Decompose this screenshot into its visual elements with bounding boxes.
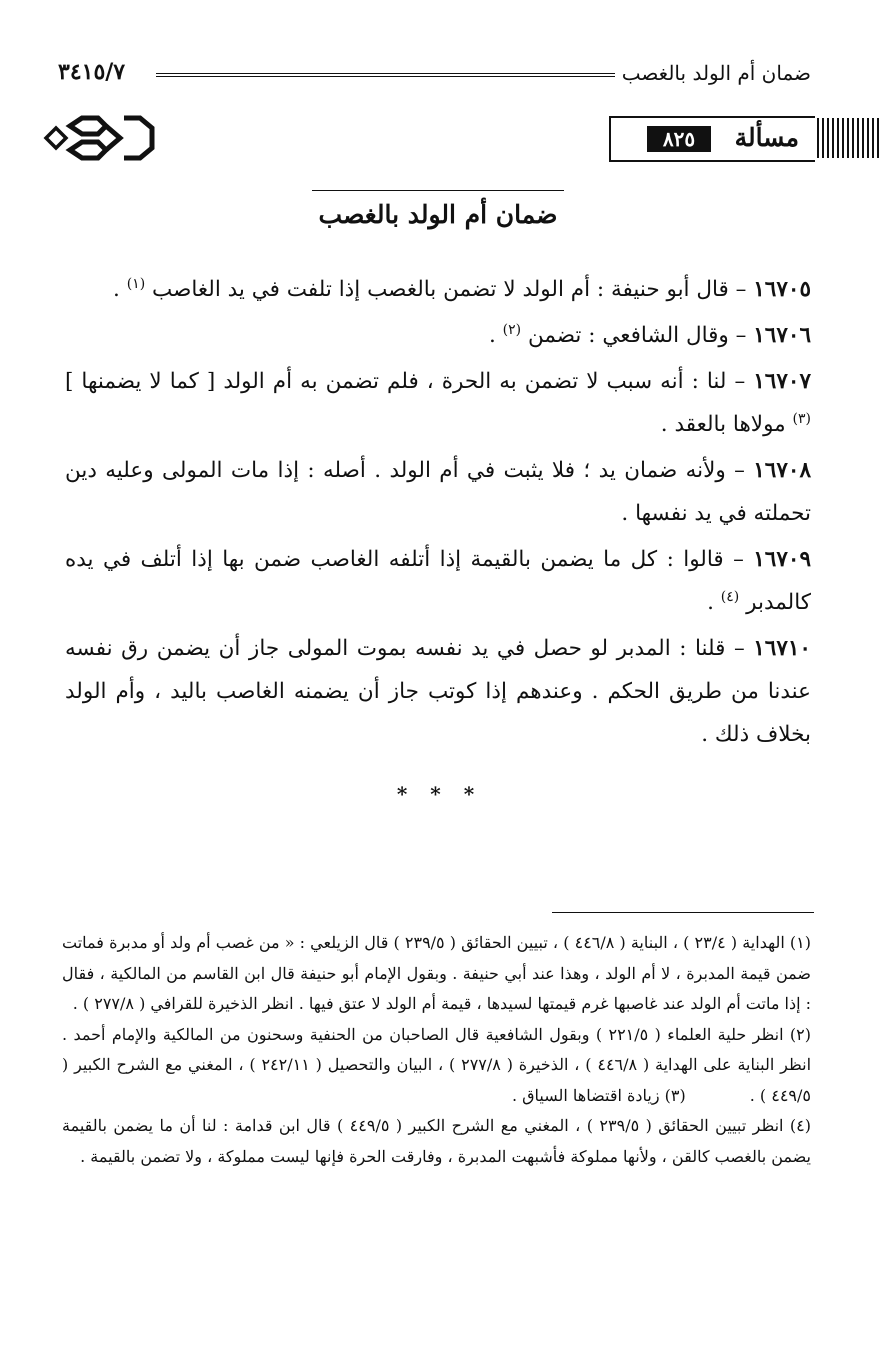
paragraph-number: ١٦٧٠٦: [753, 323, 811, 348]
footnote-3: (٣) زيادة اقتضاها السياق .: [511, 1085, 686, 1105]
footnote-rule: [552, 912, 814, 913]
footnote-2-text: (٢) انظر حلية العلماء ( ٢٢١/٥ ) وبقول الشافعية قال الصاحبان من الحنفية وسحنون من المالكية والإمام أحمد . انظر البناية على الهداية ( ٤٤٦/٨ ) ، الذخيرة ( ٢٧٧/٨ ) ، البيان والتحصيل ( ٢٤٢/١١ ) ، المغني مع الشرح الكبير ( ٤٤٩/٥ ) .: [62, 1024, 812, 1105]
paragraph: [65, 449, 811, 535]
footnote-marker[interactable]: (٢): [502, 321, 522, 338]
paragraph-text: – قالوا : كل ما يضمن بالقيمة إذا أتلفه الغاصب ضمن بها إذا أتلف في يده كالمدبر: [65, 547, 811, 615]
paragraph-text: – لنا : أنه سبب لا تضمن به الحرة ، فلم تضمن به أم الولد [ كما لا يضمنها ]: [65, 369, 746, 394]
footnote-1: (١) الهداية ( ٢٣/٤ ) ، البناية ( ٤٤٦/٨ ) ، تبيين الحقائق ( ٢٣٩/٥ ) قال الزيلعي : « من غصب أم ولد أو مدبرة فماتت ضمن قيمة المدبرة ، لا أم الولد ، وهذا عند أبي حنيفة . وبقول الإمام أبو حنيفة قال ابن القاسم من المالكية ، فقال : إذا ماتت أم الولد عند غاصبها غرم قيمتها لسيدها ، قيمة أم الولد لا عتق فيها . انظر الذخيرة للقرافي ( ٢٧٧/٨ ) .: [62, 933, 812, 1013]
paragraph: [65, 314, 811, 357]
footnotes: [62, 928, 811, 1172]
footnote-4: (٤) انظر تبيين الحقائق ( ٢٣٩/٥ ) ، المغني مع الشرح الكبير ( ٤٤٩/٥ ) قال ابن قدامة : لنا أن ما يضمن بالقيمة يضمن بالغصب كالقن ، ولأنها مملوكة فأشبهت المدبرة ، وفارقت الحرة فإنها ليست مملوكة ، ولا تضمن بالقيمة .: [62, 1116, 812, 1166]
banner-stripes: [817, 118, 879, 158]
paragraph-tail: .: [489, 323, 503, 348]
page-title: ضمان أم الولد بالغصب: [312, 190, 564, 233]
running-header: [58, 58, 811, 92]
paragraph-number: ١٦٧١٠: [753, 636, 811, 661]
paragraph-number: ١٦٧٠٩: [753, 547, 811, 572]
paragraph-number: ١٦٧٠٧: [753, 369, 811, 394]
issue-banner: [40, 112, 879, 164]
banner-ornament-icon: [40, 112, 160, 164]
paragraph-number: ١٦٧٠٥: [753, 277, 811, 302]
paragraph-tail: مولاها بالعقد .: [660, 412, 793, 437]
issue-number: ٨٢٥: [647, 126, 711, 152]
paragraph-tail: .: [707, 590, 721, 615]
volume-page-reference: ٣٤١٥/٧: [58, 59, 126, 85]
paragraph-text: – وقال الشافعي : تضمن: [527, 323, 747, 348]
issue-word: مسألة: [734, 123, 799, 152]
paragraph-text: – ولأنه ضمان يد ؛ فلا يثبت في أم الولد . أصله : إذا مات المولى وعليه دين تحملته في يد نفسها .: [65, 458, 811, 526]
footnote-2: [62, 1020, 811, 1112]
paragraph-text: – قلنا : المدبر لو حصل في يد نفسه بموت المولى جاز أن يضمن رق نفسه عندنا من طريق الحكم . وعندهم إذا كوتب جاز أن يضمنه الغاصب باليد ، وأم الولد بخلاف ذلك .: [65, 636, 811, 747]
section-separator: * * *: [396, 782, 483, 806]
footnote-marker[interactable]: (٤): [720, 588, 740, 605]
header-rule: [156, 73, 615, 77]
paragraph: [65, 538, 811, 624]
banner-box: [609, 116, 815, 162]
running-title: ضمان أم الولد بالغصب: [621, 61, 811, 85]
paragraph: [65, 627, 811, 756]
main-text: [65, 268, 811, 759]
paragraph: [65, 360, 811, 446]
paragraph-number: ١٦٧٠٨: [753, 458, 811, 483]
paragraph-tail: .: [113, 277, 127, 302]
paragraph-text: – قال أبو حنيفة : أم الولد لا تضمن بالغصب إذا تلفت في يد الغاصب: [152, 277, 747, 302]
footnote-marker[interactable]: (١): [126, 275, 146, 292]
paragraph: [65, 268, 811, 311]
footnote-marker[interactable]: (٣): [792, 410, 811, 427]
